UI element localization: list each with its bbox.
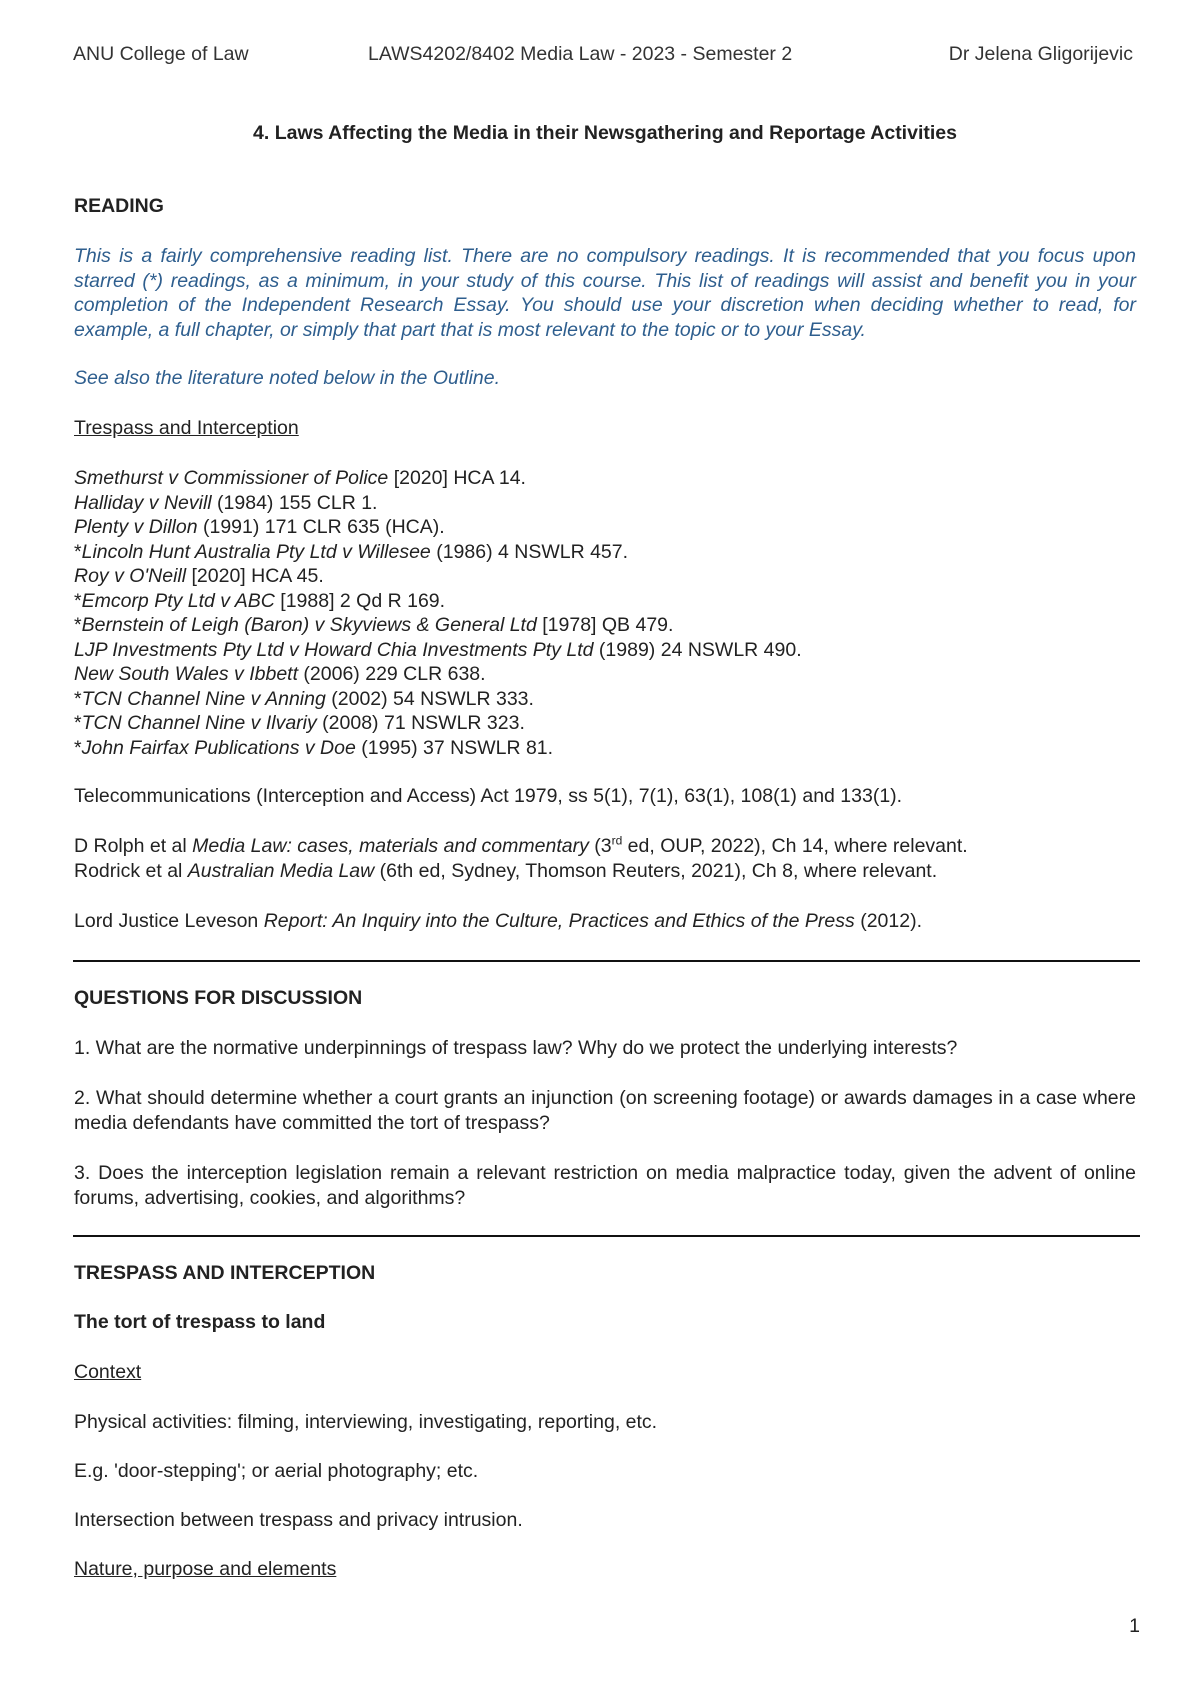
- reading-intro-text: This is a fairly comprehensive reading list. There are no compulsory readings. It is recommended that you focus upon starred (*) readings, as a minimum, in your study of this course. This list of readings will assist and benefit you in your completion of the Independent Research Essay. You should use your discretion when deciding whether to read, for example, a full chapter, or simply that part that is most relevant to the topic or to your Essay.: [74, 245, 1136, 341]
- book-rodrick: Rodrick et al Australian Media Law (6th ed, Sydney, Thomson Reuters, 2021), Ch 8, where relevant.: [74, 860, 938, 882]
- page-title: 4. Laws Affecting the Media in their Newsgathering and Reportage Activities: [253, 122, 957, 144]
- outline-line: E.g. 'door-stepping'; or aerial photography; etc.: [74, 1460, 479, 1482]
- trespass-interception-subheading: Trespass and Interception: [74, 417, 299, 439]
- case-item: LJP Investments Pty Ltd v Howard Chia Investments Pty Ltd (1989) 24 NSWLR 490.: [74, 638, 802, 661]
- header-course: LAWS4202/8402 Media Law - 2023 - Semester 2: [368, 43, 793, 65]
- reading-intro: [74, 244, 1136, 342]
- context-label: Context: [74, 1361, 142, 1383]
- book-rolph: D Rolph et al Media Law: cases, materials and commentary (3rd ed, OUP, 2022), Ch 14, where relevant.: [74, 833, 968, 857]
- leveson-report: Lord Justice Leveson Report: An Inquiry into the Culture, Practices and Ethics of the Press (2012).: [74, 910, 922, 932]
- reading-heading: READING: [74, 195, 164, 217]
- outline-line: Physical activities: filming, interviewing, investigating, reporting, etc.: [74, 1411, 658, 1433]
- case-item: Roy v O'Neill [2020] HCA 45.: [74, 565, 324, 587]
- case-item: *TCN Channel Nine v Anning (2002) 54 NSWLR 333.: [74, 687, 534, 710]
- page-header: [73, 42, 1133, 68]
- outline-line: Intersection between trespass and privacy intrusion.: [74, 1509, 523, 1531]
- case-item: *Bernstein of Leigh (Baron) v Skyviews & General Ltd [1978] QB 479.: [74, 614, 674, 636]
- section-divider: [73, 960, 1140, 962]
- header-lecturer: Dr Jelena Gligorijevic: [948, 43, 1133, 65]
- outline-heading: TRESPASS AND INTERCEPTION: [74, 1262, 376, 1284]
- see-also-note: See also the literature noted below in the Outline.: [74, 367, 501, 389]
- case-item: *John Fairfax Publications v Doe (1995) 37 NSWLR 81.: [74, 736, 554, 759]
- tort-subheading: The tort of trespass to land: [74, 1311, 326, 1333]
- statute-reference: Telecommunications (Interception and Access) Act 1979, ss 5(1), 7(1), 63(1), 108(1) and 133(1).: [74, 785, 903, 807]
- case-item: *Lincoln Hunt Australia Pty Ltd v Willesee (1986) 4 NSWLR 457.: [74, 540, 629, 563]
- case-item: Smethurst v Commissioner of Police [2020] HCA 14.: [74, 467, 526, 489]
- case-item: Plenty v Dillon (1991) 171 CLR 635 (HCA).: [74, 516, 445, 538]
- questions-heading: QUESTIONS FOR DISCUSSION: [74, 987, 363, 1009]
- question-item: 3. Does the interception legislation remain a relevant restriction on media malpractice today, given the advent of online forums, advertising, cookies, and algorithms?: [74, 1162, 1136, 1209]
- section-divider: [73, 1235, 1140, 1237]
- question-item: 2. What should determine whether a court grants an injunction (on screening footage) or awards damages in a case where media defendants have committed the tort of trespass?: [74, 1087, 1136, 1134]
- nature-label: Nature, purpose and elements: [74, 1558, 337, 1580]
- page-number: 1: [1129, 1615, 1140, 1637]
- case-item: New South Wales v Ibbett (2006) 229 CLR 638.: [74, 663, 486, 685]
- case-list: [74, 466, 1136, 760]
- question-item: 1. What are the normative underpinnings of trespass law? Why do we protect the underlying interests?: [74, 1037, 958, 1059]
- case-item: *TCN Channel Nine v Ilvariy (2008) 71 NSWLR 323.: [74, 712, 525, 734]
- header-institution: ANU College of Law: [73, 43, 249, 65]
- case-item: *Emcorp Pty Ltd v ABC [1988] 2 Qd R 169.: [74, 589, 446, 612]
- case-item: Halliday v Nevill (1984) 155 CLR 1.: [74, 491, 378, 514]
